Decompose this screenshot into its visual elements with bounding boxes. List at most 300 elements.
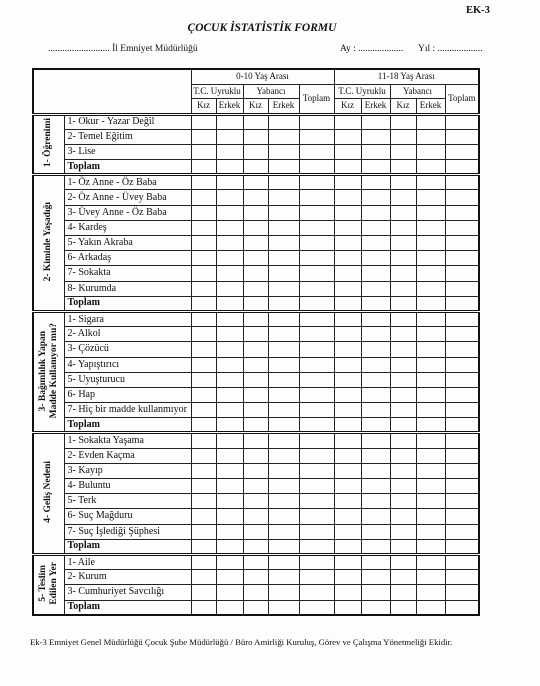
count-cell [390,311,416,326]
item-label: 8- Kurumda [64,281,191,296]
year-field: Yıl : ................... [418,44,483,54]
statistics-table [32,68,480,616]
count-cell [390,463,416,478]
count-cell [361,236,390,251]
count-cell [243,463,268,478]
count-cell [268,251,299,266]
count-cell [216,570,243,585]
count-cell [216,160,243,175]
count-cell [299,463,334,478]
gender-header: Kız [390,98,416,114]
count-cell [334,129,361,144]
count-cell [299,251,334,266]
count-cell [416,296,445,311]
gender-header: Kız [191,98,216,114]
table-row [33,144,479,159]
count-cell [334,509,361,524]
count-cell [390,342,416,357]
count-cell [334,539,361,554]
count-cell [243,403,268,418]
count-cell [268,539,299,554]
count-cell [390,570,416,585]
count-cell [299,448,334,463]
count-cell [299,205,334,220]
table-row [33,509,479,524]
count-cell [216,281,243,296]
count-cell [191,418,216,433]
item-label: 1- Okur - Yazar Değil [64,114,191,129]
count-cell [361,448,390,463]
count-cell [268,327,299,342]
table-row [33,236,479,251]
count-cell [390,281,416,296]
table-row [33,220,479,235]
count-cell [243,448,268,463]
count-cell [216,205,243,220]
count-cell [361,585,390,600]
count-cell [334,205,361,220]
count-cell [268,129,299,144]
count-cell [243,266,268,281]
table-row [33,554,479,569]
item-label: 5- Uyuşturucu [64,372,191,387]
count-cell [268,281,299,296]
count-cell [416,463,445,478]
count-cell [334,236,361,251]
count-cell [268,494,299,509]
total-header: Toplam [299,84,334,114]
count-cell [268,570,299,585]
count-cell [416,190,445,205]
count-cell [191,570,216,585]
count-cell [243,479,268,494]
count-cell [416,327,445,342]
count-cell [334,372,361,387]
header-corner-cell [33,69,191,114]
count-cell [334,524,361,539]
count-cell [445,418,479,433]
count-cell [191,311,216,326]
count-cell [334,281,361,296]
count-cell [416,251,445,266]
count-cell [216,296,243,311]
count-cell [390,205,416,220]
count-cell [361,190,390,205]
count-cell [361,570,390,585]
count-cell [191,129,216,144]
count-cell [243,190,268,205]
count-cell [361,600,390,615]
count-cell [334,251,361,266]
count-cell [216,448,243,463]
total-label: Toplam [64,418,191,433]
count-cell [334,160,361,175]
count-cell [243,129,268,144]
count-cell [361,539,390,554]
count-cell [445,190,479,205]
count-cell [361,387,390,402]
count-cell [268,296,299,311]
table-row [33,175,479,190]
count-cell [243,342,268,357]
item-label: 6- Hap [64,387,191,402]
item-label: 3- Lise [64,144,191,159]
count-cell [445,585,479,600]
count-cell [445,251,479,266]
total-row [33,539,479,554]
section-label-line: Madde Kullanıyor mu? [48,323,59,419]
count-cell [216,403,243,418]
count-cell [416,281,445,296]
count-cell [390,387,416,402]
count-cell [416,129,445,144]
count-cell [334,266,361,281]
count-cell [390,585,416,600]
count-cell [299,281,334,296]
table-row [33,524,479,539]
gender-header: Erkek [216,98,243,114]
item-label: 7- Sokakta [64,266,191,281]
count-cell [268,600,299,615]
section-label [43,461,54,523]
section-label-cell [33,114,64,175]
item-label: 3- Üvey Anne - Öz Baba [64,205,191,220]
count-cell [243,220,268,235]
count-cell [416,554,445,569]
table-row [33,251,479,266]
count-cell [268,114,299,129]
item-label: 1- Sigara [64,311,191,326]
total-header: Toplam [445,84,479,114]
count-cell [299,190,334,205]
count-cell [390,403,416,418]
gender-header: Kız [243,98,268,114]
count-cell [299,387,334,402]
count-cell [299,342,334,357]
count-cell [445,114,479,129]
count-cell [390,296,416,311]
count-cell [268,266,299,281]
count-cell [243,433,268,448]
table-row [33,387,479,402]
item-label: 2- Alkol [64,327,191,342]
count-cell [243,236,268,251]
count-cell [334,403,361,418]
item-label: 3- Çözücü [64,342,191,357]
count-cell [445,144,479,159]
count-cell [416,387,445,402]
count-cell [268,554,299,569]
count-cell [361,175,390,190]
count-cell [416,205,445,220]
count-cell [191,160,216,175]
count-cell [361,220,390,235]
count-cell [268,387,299,402]
count-cell [299,220,334,235]
item-label: 6- Arkadaş [64,251,191,266]
count-cell [390,372,416,387]
count-cell [361,251,390,266]
count-cell [361,342,390,357]
count-cell [243,175,268,190]
count-cell [361,479,390,494]
count-cell [334,311,361,326]
count-cell [361,524,390,539]
count-cell [268,357,299,372]
count-cell [191,296,216,311]
table-row [33,342,479,357]
count-cell [416,539,445,554]
count-cell [361,433,390,448]
count-cell [445,387,479,402]
count-cell [216,175,243,190]
count-cell [299,266,334,281]
count-cell [243,296,268,311]
count-cell [243,311,268,326]
count-cell [445,220,479,235]
count-cell [268,311,299,326]
count-cell [216,357,243,372]
count-cell [216,600,243,615]
count-cell [216,585,243,600]
count-cell [191,175,216,190]
directorate-field: .......................... İl Emniyet Müdürlüğü [48,44,198,54]
count-cell [390,539,416,554]
gender-header: Erkek [361,98,390,114]
count-cell [445,342,479,357]
month-field: Ay : ................... [340,44,404,54]
count-cell [216,251,243,266]
count-cell [243,205,268,220]
count-cell [191,387,216,402]
count-cell [416,311,445,326]
count-cell [191,585,216,600]
count-cell [361,129,390,144]
count-cell [268,448,299,463]
count-cell [299,129,334,144]
count-cell [390,190,416,205]
section-label [43,118,54,167]
count-cell [445,160,479,175]
count-cell [191,281,216,296]
count-cell [334,570,361,585]
count-cell [361,463,390,478]
count-cell [416,114,445,129]
count-cell [390,220,416,235]
table-row [33,266,479,281]
count-cell [390,327,416,342]
count-cell [299,509,334,524]
count-cell [361,403,390,418]
item-label: 1- Aile [64,554,191,569]
count-cell [299,357,334,372]
count-cell [216,236,243,251]
count-cell [334,144,361,159]
count-cell [445,357,479,372]
count-cell [216,372,243,387]
count-cell [361,296,390,311]
count-cell [299,160,334,175]
count-cell [216,342,243,357]
header-row-age-groups [33,69,479,84]
count-cell [299,418,334,433]
count-cell [416,509,445,524]
count-cell [191,524,216,539]
count-cell [268,236,299,251]
count-cell [243,144,268,159]
count-cell [416,479,445,494]
count-cell [216,433,243,448]
count-cell [268,433,299,448]
count-cell [191,494,216,509]
count-cell [268,509,299,524]
count-cell [216,387,243,402]
item-label: 4- Kardeş [64,220,191,235]
count-cell [299,585,334,600]
annex-label: EK-3 [466,5,490,16]
table-row [33,281,479,296]
age-group-header: 0-10 Yaş Arası [191,69,334,84]
count-cell [445,570,479,585]
count-cell [416,433,445,448]
count-cell [243,281,268,296]
count-cell [216,327,243,342]
count-cell [416,357,445,372]
count-cell [334,554,361,569]
count-cell [216,494,243,509]
count-cell [243,509,268,524]
count-cell [334,585,361,600]
table-row [33,372,479,387]
table-row [33,479,479,494]
count-cell [243,418,268,433]
count-cell [445,296,479,311]
count-cell [390,357,416,372]
count-cell [243,600,268,615]
section-label-cell [33,175,64,312]
section-label [38,562,60,605]
count-cell [416,342,445,357]
count-cell [416,160,445,175]
item-label: 2- Temel Eğitim [64,129,191,144]
count-cell [334,175,361,190]
count-cell [445,600,479,615]
count-cell [216,190,243,205]
count-cell [299,372,334,387]
count-cell [268,403,299,418]
section-label-cell [33,433,64,555]
count-cell [243,357,268,372]
count-cell [268,220,299,235]
count-cell [243,585,268,600]
count-cell [299,494,334,509]
table-row [33,357,479,372]
section-label [38,323,60,418]
count-cell [243,570,268,585]
count-cell [191,144,216,159]
total-row [33,296,479,311]
count-cell [191,236,216,251]
total-row [33,418,479,433]
total-label: Toplam [64,539,191,554]
count-cell [445,129,479,144]
table-row [33,114,479,129]
count-cell [416,570,445,585]
count-cell [416,372,445,387]
count-cell [299,600,334,615]
count-cell [416,236,445,251]
count-cell [361,205,390,220]
count-cell [445,403,479,418]
item-label: 3- Kayıp [64,463,191,478]
count-cell [191,266,216,281]
count-cell [445,509,479,524]
count-cell [445,372,479,387]
count-cell [361,372,390,387]
count-cell [361,357,390,372]
count-cell [299,311,334,326]
nationality-header: Yabancı [390,84,445,98]
count-cell [191,463,216,478]
count-cell [216,114,243,129]
section-label-cell [33,554,64,615]
count-cell [268,418,299,433]
count-cell [243,114,268,129]
count-cell [216,418,243,433]
form-title: ÇOCUK İSTATİSTİK FORMU [187,22,337,34]
count-cell [334,448,361,463]
count-cell [243,372,268,387]
count-cell [390,509,416,524]
count-cell [390,175,416,190]
count-cell [361,160,390,175]
count-cell [191,327,216,342]
item-label: 2- Öz Anne - Üvey Baba [64,190,191,205]
count-cell [216,129,243,144]
total-label: Toplam [64,160,191,175]
count-cell [445,463,479,478]
count-cell [243,327,268,342]
count-cell [191,114,216,129]
count-cell [191,554,216,569]
count-cell [299,524,334,539]
count-cell [334,418,361,433]
count-cell [216,479,243,494]
nationality-header: T.C. Uyruklu [191,84,243,98]
table-row [33,494,479,509]
count-cell [191,205,216,220]
count-cell [334,433,361,448]
gender-header: Kız [334,98,361,114]
item-label: 1- Sokakta Yaşama [64,433,191,448]
count-cell [390,418,416,433]
count-cell [216,266,243,281]
count-cell [299,539,334,554]
section-label-line: 2- Kiminle Yaşadığı [43,201,54,282]
count-cell [191,220,216,235]
count-cell [216,524,243,539]
count-cell [390,236,416,251]
count-cell [191,433,216,448]
item-label: 3- Cumhuriyet Savcılığı [64,585,191,600]
total-row [33,160,479,175]
count-cell [361,327,390,342]
count-cell [268,524,299,539]
item-label: 7- Hiç bir madde kullanmıyor [64,403,191,418]
section-label-line: Edilen Yer [48,562,59,605]
count-cell [390,494,416,509]
count-cell [390,114,416,129]
